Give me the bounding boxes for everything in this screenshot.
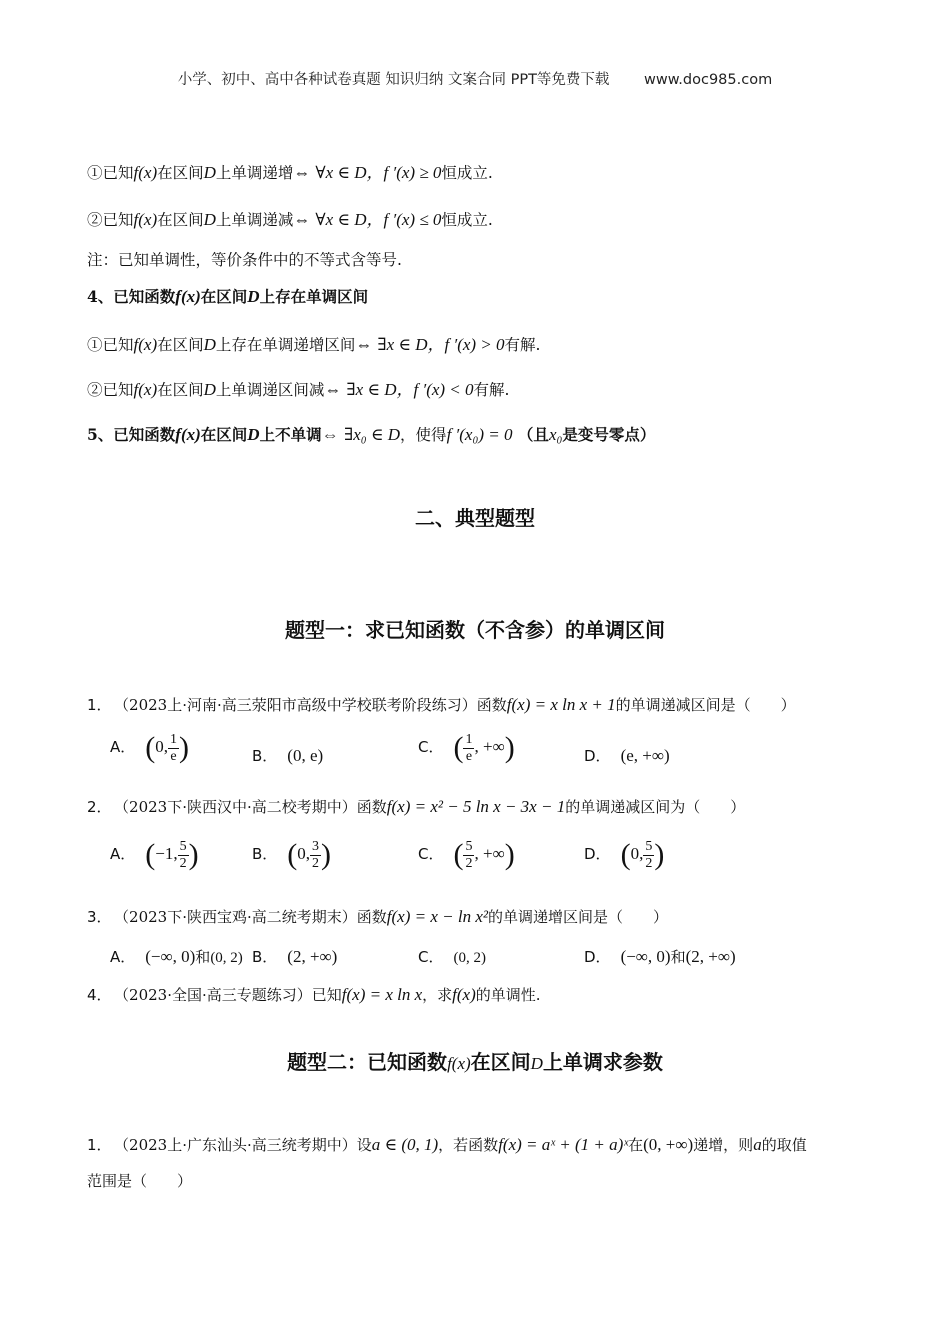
q1-option-d[interactable]: D． (e, +∞)	[584, 746, 670, 765]
item5-heading: 5、已知函数f(x)在区间D上不单调⇔ ∃x₀ ∈ D，使得f ′(x₀) = 0 （且x₀是变号零点）	[87, 425, 656, 444]
q2-option-b[interactable]: B． (0, $\frac{3}{2}$ )	[252, 838, 332, 871]
type2-question-1: 1． （2023上·广东汕头·高三统考期中）设a ∈ (0, 1)，若函数f(x) = aˣ + (1 + a)ˣ在(0, +∞)递增，则a的取值	[87, 1135, 807, 1154]
type1-title: 题型一：求已知函数（不含参）的单调区间	[285, 618, 665, 642]
q3-option-d[interactable]: D． (−∞, 0)和(2, +∞)	[584, 947, 736, 966]
question-2: 2． （2023下·陕西汉中·高二校考期中）函数f(x) = x² − 5 ln x − 3x − 1的单调递减区间为（ ）	[87, 797, 746, 816]
q1-option-c[interactable]: C． ( $\frac{1}{e}$ , +∞)	[418, 731, 515, 764]
item4-heading: 4、已知函数f(x)在区间D上存在单调区间	[87, 287, 369, 306]
q2-option-a[interactable]: A． (−1, $\frac{5}{2}$ )	[110, 838, 199, 871]
page-header	[0, 68, 950, 89]
question-3: 3． （2023下·陕西宝鸡·高二统考期末）函数f(x) = x − ln x²的单调递增区间是（ ）	[87, 907, 668, 926]
note-text: 注：已知单调性，等价条件中的不等式含等号.	[87, 251, 402, 269]
q1-option-a[interactable]: A． (0, $\frac{1}{e}$ )	[110, 731, 190, 764]
q3-option-c[interactable]: C． (0, 2)	[418, 948, 486, 966]
q2-option-d[interactable]: D． (0, $\frac{5}{2}$ )	[584, 838, 665, 871]
q1-option-b[interactable]: B． (0, e)	[252, 746, 324, 765]
q3-option-b[interactable]: B． (2, +∞)	[252, 947, 338, 966]
q2-option-c[interactable]: C． ( $\frac{5}{2}$ , +∞)	[418, 838, 515, 871]
type2-question-1-line2: 范围是（ ）	[87, 1172, 193, 1190]
item4-condition-decreasing: ②已知f(x)在区间D上单调递区间减⇔ ∃x ∈ D，f ′(x) < 0有解.	[87, 380, 510, 399]
condition-decreasing: ②已知f(x)在区间D上单调递减⇔ ∀x ∈ D，f ′(x) ≤ 0恒成立.	[87, 210, 493, 229]
section2-title: 二、典型题型	[415, 506, 535, 530]
condition-increasing: ①已知f(x)在区间D上单调递增⇔ ∀x ∈ D，f ′(x) ≥ 0恒成立.	[87, 163, 493, 182]
question-1: 1． （2023上·河南·高三荥阳市高级中学校联考阶段练习）函数f(x) = x ln x + 1的单调递减区间是（ ）	[87, 695, 796, 714]
type2-title: 题型二：已知函数f(x)在区间D上单调求参数	[287, 1050, 663, 1074]
item4-condition-increasing: ①已知f(x)在区间D上存在单调递增区间⇔ ∃x ∈ D，f ′(x) > 0有解.	[87, 335, 541, 354]
question-4: 4． （2023·全国·高三专题练习）已知f(x) = x ln x，求f(x)的单调性.	[87, 985, 541, 1004]
q3-option-a[interactable]: A． (−∞, 0)和(0, 2)	[110, 947, 243, 966]
header-site[interactable]: www.doc985.com	[644, 72, 773, 88]
header-text: 小学、初中、高中各种试卷真题 知识归纳 文案合同 PPT等免费下载	[177, 72, 610, 88]
